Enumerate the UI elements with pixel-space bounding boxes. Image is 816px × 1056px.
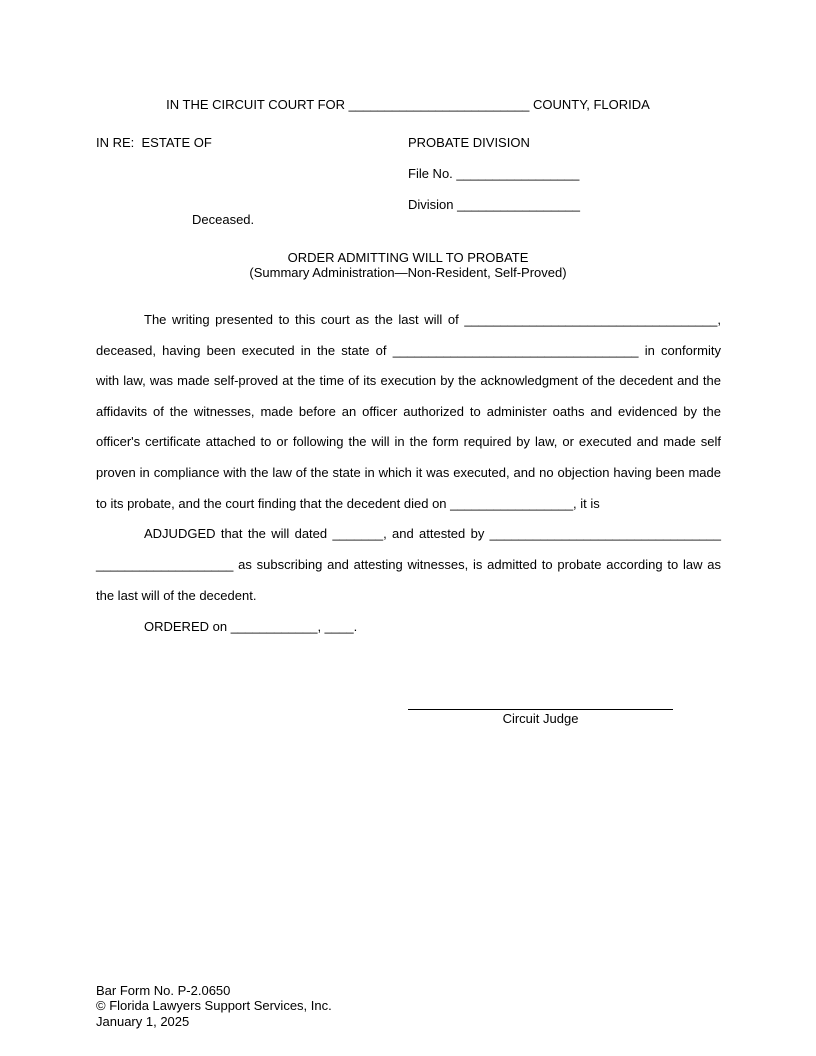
- body-line-1: The writing presented to this court as the last will of ___________________________________,: [144, 312, 721, 327]
- court-header: IN THE CIRCUIT COURT FOR _________________________ COUNTY, FLORIDA: [166, 97, 650, 112]
- order-title: ORDER ADMITTING WILL TO PROBATE: [287, 250, 529, 265]
- body-line-9: ___________________ as subscribing and attesting witnesses, is admitted to probate according to law as: [96, 557, 721, 572]
- adjudged-line: ADJUDGED that the will dated _______, and attested by ________________________________: [144, 526, 721, 541]
- deceased-label: Deceased.: [192, 212, 255, 227]
- body-line-4: affidavits of the witnesses, made before an officer authorized to administer oaths and evidenced by the: [96, 404, 721, 419]
- in-re-label: IN RE: ESTATE OF: [96, 135, 212, 150]
- order-subtitle: (Summary Administration—Non-Resident, Self-Proved): [249, 265, 567, 280]
- circuit-judge-label: Circuit Judge: [502, 711, 579, 726]
- file-number-field: File No. _________________: [408, 166, 580, 181]
- probate-division-label: PROBATE DIVISION: [408, 135, 530, 150]
- division-field: Division _________________: [408, 197, 581, 212]
- ordered-line: ORDERED on ____________, ____.: [144, 619, 358, 634]
- body-line-10: the last will of the decedent.: [96, 588, 257, 603]
- body-line-3: with law, was made self-proved at the time of its execution by the acknowledgment of the decedent and the: [96, 373, 721, 388]
- body-line-2: deceased, having been executed in the state of __________________________________ in conformity: [96, 343, 721, 358]
- body-line-6: proven in compliance with the law of the state in which it was executed, and no objection having been made: [96, 465, 721, 480]
- body-line-5: officer's certificate attached to or following the will in the form required by law, or executed and made self: [96, 434, 721, 449]
- footer-form-number: Bar Form No. P-2.0650: [96, 983, 231, 998]
- footer-date: January 1, 2025: [96, 1014, 190, 1029]
- body-line-7: to its probate, and the court finding that the decedent died on _________________, it is: [96, 496, 600, 511]
- signature-line: [408, 709, 673, 710]
- footer-copyright: © Florida Lawyers Support Services, Inc.: [96, 998, 332, 1013]
